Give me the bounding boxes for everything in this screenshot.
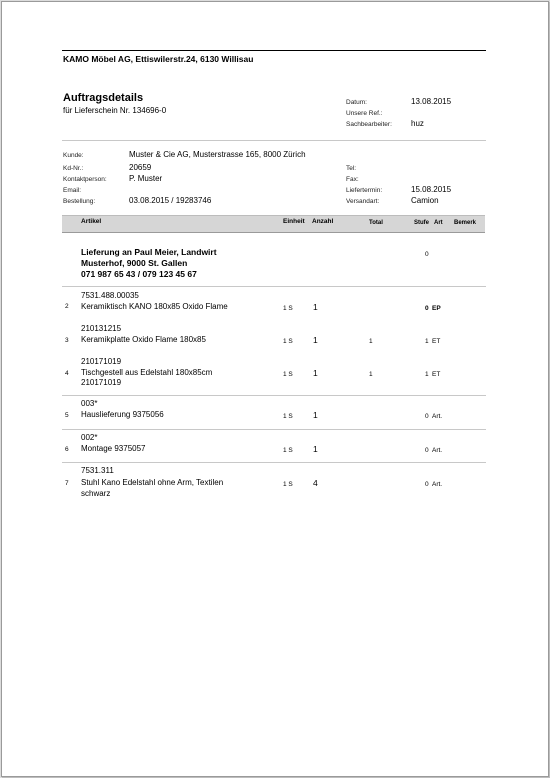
page-subtitle: für Lieferschein Nr. 134696-0	[63, 106, 167, 115]
row-einheit: 1 S	[283, 371, 293, 378]
row-code: 7531.311	[81, 466, 114, 475]
row-pos: 6	[65, 446, 69, 453]
row-desc: Montage 9375057	[81, 444, 146, 453]
col-stufe: Stufe	[414, 220, 429, 226]
row-art: ET	[432, 371, 441, 378]
row-divider	[62, 462, 486, 463]
row-einheit: 1 S	[283, 305, 293, 312]
versandart-label: Versandart:	[346, 198, 380, 205]
row-art: Art.	[432, 481, 443, 488]
row-code: 002*	[81, 433, 98, 442]
delivery-stufe: 0	[425, 251, 429, 258]
fax-label: Fax:	[346, 176, 359, 183]
col-art: Art	[434, 220, 443, 226]
col-artikel: Artikel	[81, 218, 102, 225]
row-stufe: 0	[425, 413, 429, 420]
kdnr-value: 20659	[129, 163, 152, 172]
row-art: Art.	[432, 413, 443, 420]
row-art: ET	[432, 338, 441, 345]
liefertermin-label: Liefertermin:	[346, 187, 383, 194]
row-anzahl: 1	[313, 444, 318, 454]
ref-label: Unsere Ref.:	[346, 110, 383, 117]
page-title: Auftragsdetails	[63, 92, 144, 104]
row-divider	[62, 429, 486, 430]
bestellung-label: Bestellung:	[63, 198, 96, 205]
row-code: 7531.488.00035	[81, 291, 139, 300]
email-label: Email:	[63, 187, 82, 194]
delivery-phone: 071 987 65 43 / 079 123 45 67	[81, 269, 197, 279]
row-art: EP	[432, 305, 441, 312]
sachbearbeiter-label: Sachbearbeiter:	[346, 121, 392, 128]
row-anzahl: 4	[313, 478, 318, 488]
row-einheit: 1 S	[283, 447, 293, 454]
row-desc: Tischgestell aus Edelstahl 180x85cm	[81, 368, 213, 377]
row-pos: 7	[65, 480, 69, 487]
row-pos: 2	[65, 303, 69, 310]
sachbearbeiter-value: huz	[411, 119, 424, 128]
delivery-address: Musterhof, 9000 St. Gallen	[81, 258, 188, 268]
row-anzahl: 1	[313, 335, 318, 345]
row-einheit: 1 S	[283, 338, 293, 345]
row-divider	[62, 286, 486, 287]
row-desc: Hauslieferung 9375056	[81, 410, 164, 419]
delivery-name: Lieferung an Paul Meier, Landwirt	[81, 247, 217, 257]
row-art: Art.	[432, 447, 443, 454]
liefertermin-value: 15.08.2015	[411, 185, 452, 194]
row-desc: Stuhl Kano Edelstahl ohne Arm, Textilen	[81, 478, 224, 487]
row-anzahl: 1	[313, 410, 318, 420]
kunde-value: Muster & Cie AG, Musterstrasse 165, 8000 Zürich	[129, 150, 306, 159]
row-einheit: 1 S	[283, 481, 293, 488]
row-code: 210171019	[81, 357, 122, 366]
col-anzahl: Anzahl	[312, 218, 334, 225]
row-stufe: 1	[425, 338, 429, 345]
row-desc-2: 210171019	[81, 378, 122, 387]
row-total: 1	[369, 338, 373, 345]
row-desc: Keramikplatte Oxido Flame 180x85	[81, 335, 206, 344]
row-pos: 3	[65, 337, 69, 344]
tel-label: Tel:	[346, 165, 357, 172]
row-anzahl: 1	[313, 368, 318, 378]
row-desc: Keramiktisch KANO 180x85 Oxido Flame	[81, 302, 228, 311]
row-anzahl: 1	[313, 302, 318, 312]
row-stufe: 0	[425, 305, 429, 312]
versandart-value: Camion	[411, 196, 439, 205]
col-bemerk: Bemerk	[454, 220, 477, 226]
document-page	[1, 1, 549, 777]
header-rule	[62, 50, 486, 51]
row-total: 1	[369, 371, 373, 378]
kdnr-label: Kd-Nr.:	[63, 165, 84, 172]
divider	[62, 140, 486, 141]
company-address: KAMO Möbel AG, Ettiswilerstr.24, 6130 Willisau	[63, 54, 254, 64]
row-stufe: 0	[425, 481, 429, 488]
kontakt-label: Kontaktperson:	[63, 176, 107, 183]
datum-value: 13.08.2015	[411, 97, 452, 106]
kontakt-value: P. Muster	[129, 174, 163, 183]
row-pos: 5	[65, 412, 69, 419]
kunde-label: Kunde:	[63, 152, 84, 159]
row-code: 003*	[81, 399, 98, 408]
row-divider	[62, 395, 486, 396]
row-stufe: 1	[425, 371, 429, 378]
bestellung-value: 03.08.2015 / 19283746	[129, 196, 212, 205]
col-einheit: Einheit	[283, 218, 305, 225]
row-desc-2: schwarz	[81, 489, 111, 498]
datum-label: Datum:	[346, 99, 367, 106]
row-pos: 4	[65, 370, 69, 377]
col-total: Total	[369, 220, 383, 226]
row-code: 210131215	[81, 324, 122, 333]
row-einheit: 1 S	[283, 413, 293, 420]
row-stufe: 0	[425, 447, 429, 454]
